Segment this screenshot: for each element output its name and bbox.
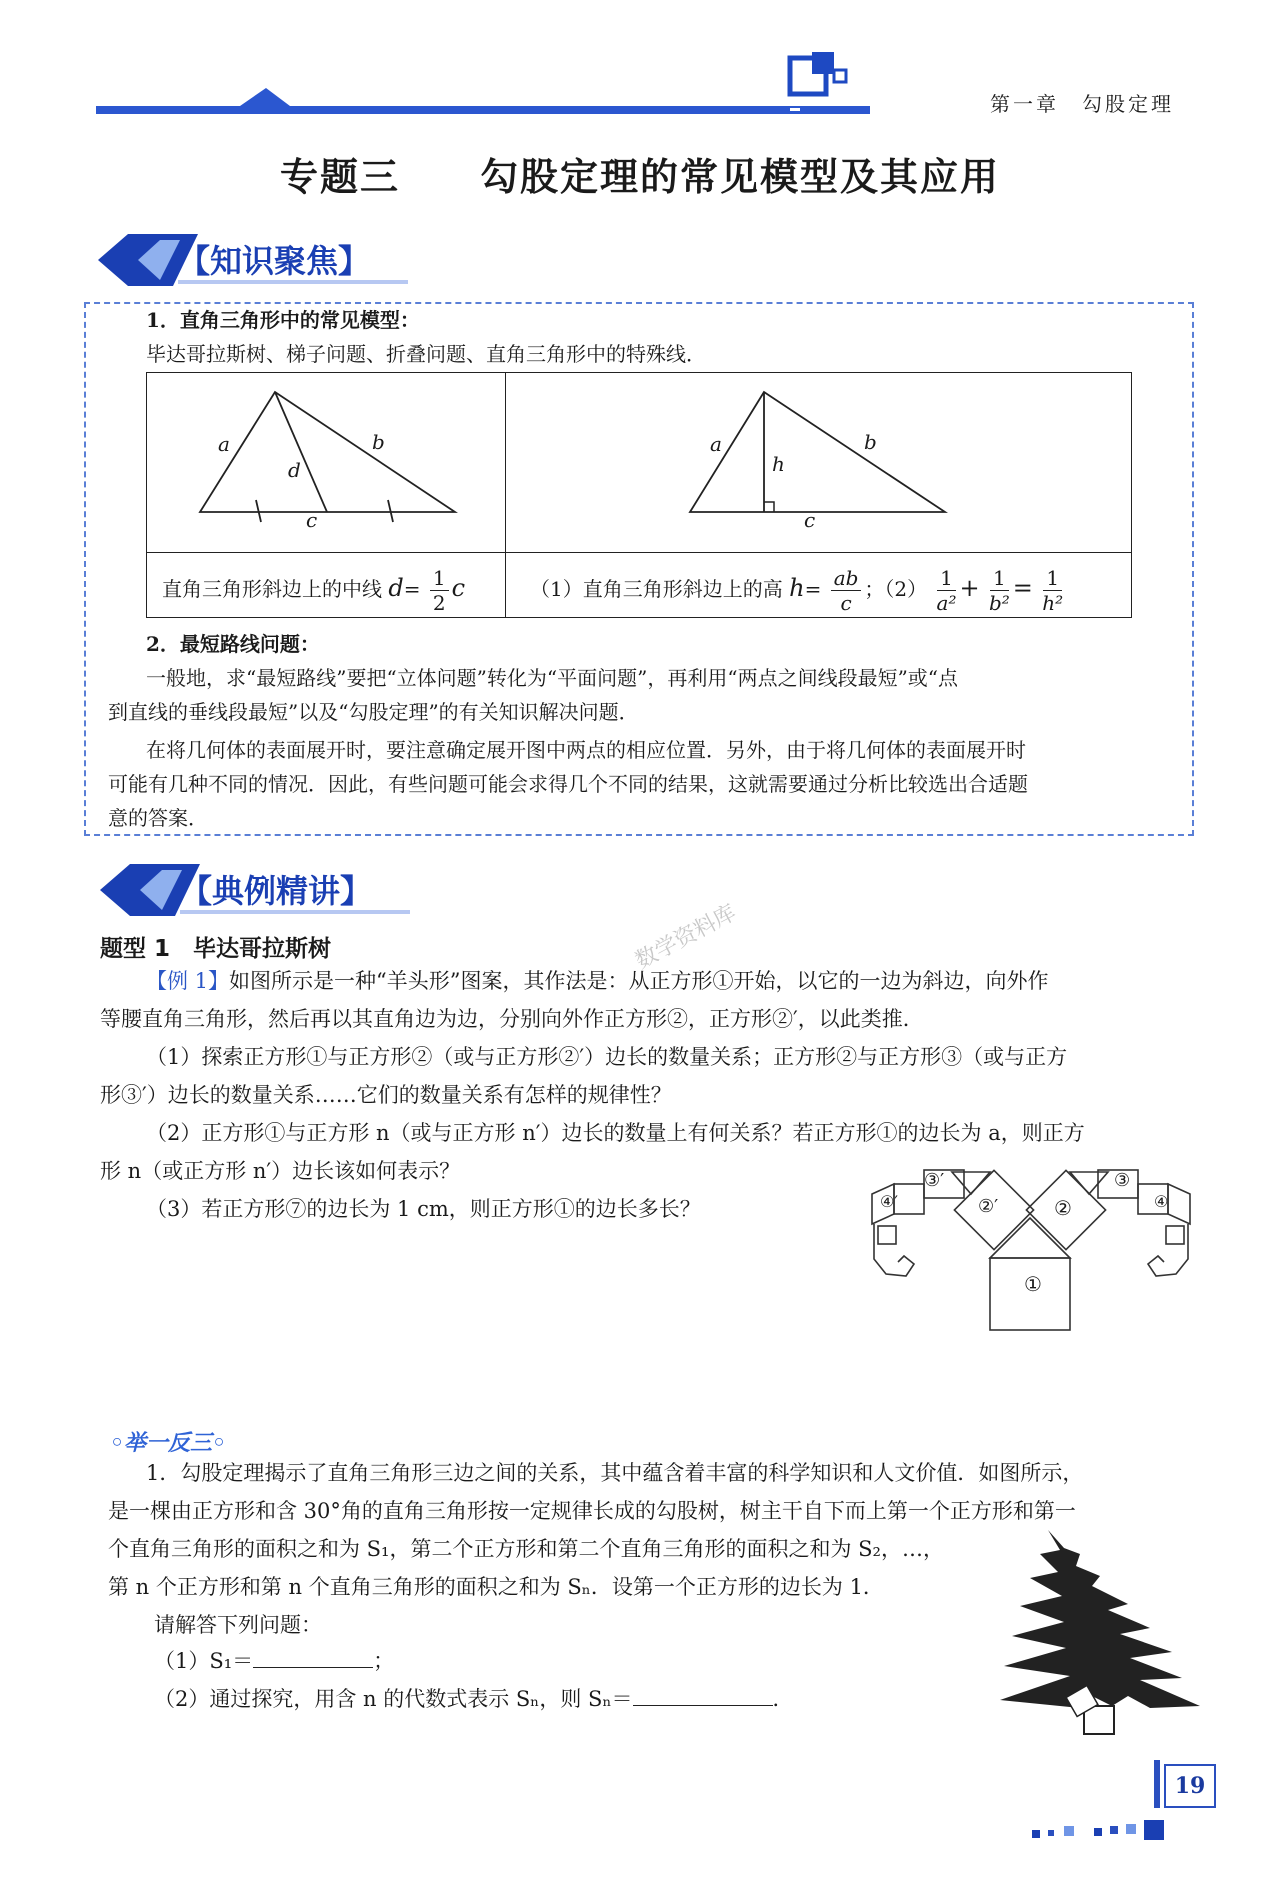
example1-q2-line1: （2）正方形①与正方形 n（或与正方形 n′）边长的数量上有何关系？若正方形①的边长为 a，则正方 [146, 1121, 1085, 1145]
ram-label-4: ④ [1154, 1192, 1169, 1211]
formula-plus: + [959, 574, 980, 602]
ram-head-figure [866, 1164, 1196, 1334]
example1-text: 如图所示是一种“羊头形”图案，其作法是：从正方形①开始，以它的一边为斜边，向外作 [229, 969, 1049, 993]
ram-label-2: ② [1054, 1196, 1072, 1220]
frac-num: 1 [937, 566, 956, 591]
frac-den: a² [936, 591, 957, 615]
item2-paragraph2-line1: 在将几何体的表面展开时，要注意确定展开图中两点的相应位置．另外，由于将几何体的表面展开时 [146, 738, 1026, 762]
q1-label: （1）S₁＝ [154, 1649, 254, 1673]
formula-eq: = [1012, 574, 1033, 602]
altitude-formula [530, 562, 1066, 615]
formula-separator: ；（2） [864, 577, 928, 601]
practice1-line3: 个直角三角形的面积之和为 S₁，第二个正方形和第二个直角三角形的面积之和为 S₂，…， [108, 1537, 944, 1561]
reciprocal-fraction-b [989, 566, 1010, 615]
altitude-triangle-figure [680, 382, 960, 532]
table-divider [146, 552, 1132, 553]
altitude-fraction [831, 566, 862, 615]
knowledge-banner: 【知识聚焦】 [178, 242, 371, 280]
ram-label-1: ① [1024, 1272, 1042, 1296]
frac-num: 1 [430, 566, 449, 591]
median-eq: = [403, 577, 421, 601]
item2-paragraph2-line2: 可能有几种不同的情况．因此，有些问题可能会求得几个不同的结果，这就需要通过分析比较选出合适题 [108, 772, 1028, 796]
q2-label: （2）通过探究，用含 n 的代数式表示 Sₙ，则 Sₙ＝ [154, 1687, 633, 1711]
practice1-line2: 是一棵由正方形和含 30°角的直角三角形按一定规律长成的勾股树，树主干自下而上第一个正方形和第一 [108, 1499, 1076, 1523]
watermark: 数学资料库 [631, 900, 741, 975]
example1-q2-line2: 形 n（或正方形 n′）边长该如何表示？ [100, 1159, 461, 1183]
frac-den: 2 [432, 591, 446, 615]
median-formula-text: 直角三角形斜边上的中线 [162, 577, 382, 601]
frac-num: ab [831, 566, 862, 591]
item2-paragraph1-line1: 一般地，求“最短路线”要把“立体问题”转化为“平面问题”，再利用“两点之间线段最短”或“点 [146, 666, 959, 690]
fig2-label-a: a [710, 432, 722, 456]
title-left: 专题三 [279, 155, 400, 199]
example1-q1-line2: 形③′）边长的数量关系……它们的数量关系有怎样的规律性？ [100, 1083, 672, 1107]
fig2-label-c: c [804, 508, 816, 532]
chapter-label: 第一章 勾股定理 [990, 92, 1174, 116]
header-decoration [90, 50, 880, 120]
reciprocal-fraction-a [937, 566, 957, 615]
fig1-label-d: d [288, 458, 301, 482]
item1-text: 毕达哥拉斯树、梯子问题、折叠问题、直角三角形中的特殊线． [146, 342, 706, 366]
practice1-line4: 第 n 个正方形和第 n 个直角三角形的面积之和为 Sₙ．设第一个正方形的边长为 1． [108, 1575, 884, 1599]
frac-num: 1 [1043, 566, 1062, 591]
q1-end: ； [373, 1649, 395, 1673]
ram-label-3: ③ [1114, 1170, 1131, 1191]
ram-label-2prime: ②′ [978, 1196, 999, 1217]
type1-title: 题型 1 毕达哥拉斯树 [100, 936, 332, 962]
frac-den: c [840, 591, 852, 615]
item1-title: 1．直角三角形中的常见模型： [146, 308, 420, 332]
altitude-formula-text: （1）直角三角形斜边上的高 [530, 577, 783, 601]
fig1-label-a: a [218, 432, 230, 456]
item2-paragraph1-line2: 到直线的垂线段最短”以及“勾股定理”的有关知识解决问题． [108, 700, 639, 724]
frac-den: b² [988, 591, 1010, 615]
page-title [0, 146, 1280, 201]
median-formula [162, 562, 465, 615]
answer-blank-2[interactable] [633, 1705, 773, 1706]
reciprocal-fraction-h [1042, 566, 1063, 615]
answer-blank-1[interactable] [253, 1667, 373, 1668]
title-right: 勾股定理的常见模型及其应用 [480, 155, 1001, 199]
median-var: d [388, 574, 404, 602]
item2-title: 2．最短路线问题： [146, 632, 320, 656]
footer-decoration [1014, 1760, 1224, 1840]
fig2-label-b: b [864, 430, 877, 454]
ram-label-3prime: ③′ [924, 1170, 945, 1191]
frac-den: h² [1042, 591, 1064, 615]
median-triangle-figure [190, 382, 470, 532]
q2-end: ． [772, 1687, 794, 1711]
practice1-line1: 1．勾股定理揭示了直角三角形三边之间的关系，其中蕴含着丰富的科学知识和人文价值．如图所示， [146, 1461, 1084, 1485]
fig1-label-c: c [306, 508, 318, 532]
example1-q1-line1: （1）探索正方形①与正方形②（或与正方形②′）边长的数量关系；正方形②与正方形③（或与正方 [146, 1045, 1068, 1069]
fig1-label-b: b [372, 430, 385, 454]
altitude-var: h [789, 574, 805, 602]
fig2-label-h: h [772, 452, 785, 476]
altitude-eq: = [804, 577, 822, 601]
table-divider [505, 372, 506, 618]
example1-line1 [146, 962, 1049, 1000]
page-number: 19 [1164, 1764, 1216, 1808]
practice-banner: ◦举一反三◦ [110, 1431, 227, 1456]
example1-q3: （3）若正方形⑦的边长为 1 cm，则正方形①的边长多长？ [146, 1197, 701, 1221]
practice1-prompt: 请解答下列问题： [154, 1613, 322, 1637]
item2-paragraph2-line3: 意的答案． [108, 806, 208, 830]
examples-banner: 【典例精讲】 [180, 872, 373, 910]
pythagoras-tree-figure [1000, 1530, 1200, 1750]
example1-line2: 等腰直角三角形，然后再以其直角边为边，分别向外作正方形②，正方形②′，以此类推． [100, 1007, 924, 1031]
median-fraction [430, 566, 449, 615]
median-tail: c [451, 574, 466, 602]
ram-label-4prime: ④′ [880, 1192, 898, 1211]
example1-tag: 【例 1】 [146, 969, 230, 993]
practice1-q1 [154, 1642, 394, 1680]
frac-num: 1 [990, 566, 1009, 591]
practice1-q2 [154, 1680, 794, 1718]
